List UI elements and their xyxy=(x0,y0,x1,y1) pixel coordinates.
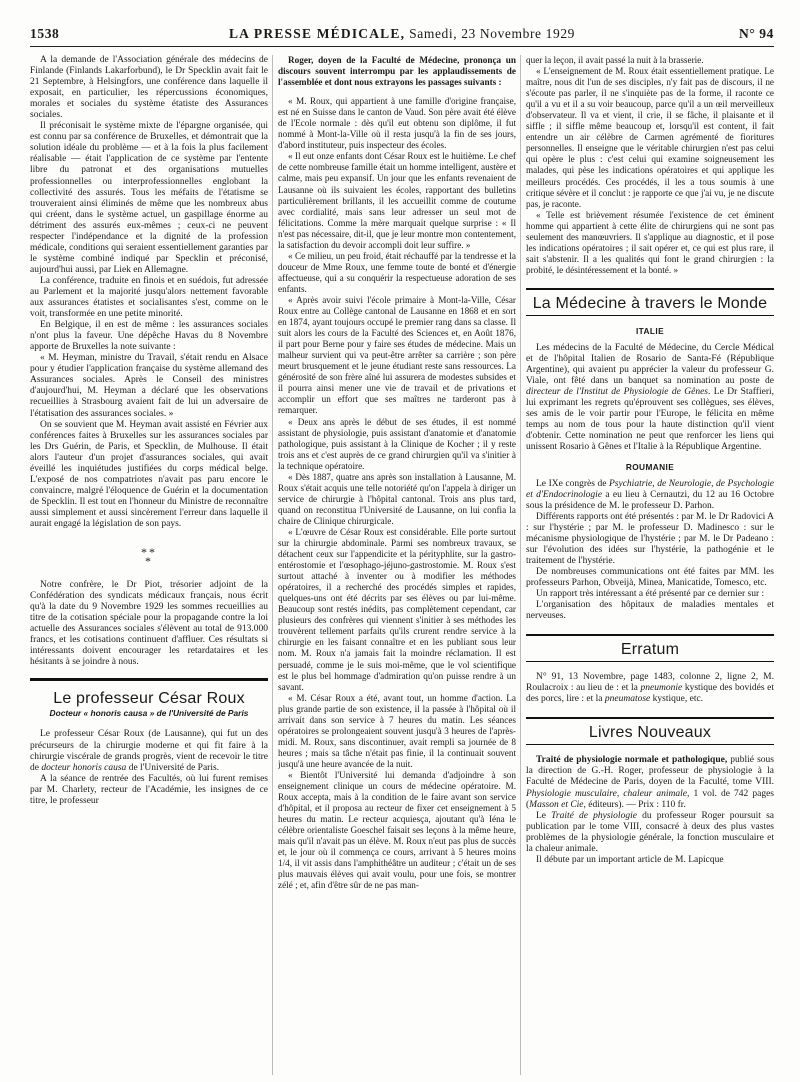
bold-run: Traité de physiologie normale et pathologique, xyxy=(536,755,728,766)
text-run: kystique des bovidés et des porcs, lire : et la xyxy=(526,683,774,705)
text-run: . Le Dr Staffieri, lui exprimant les regrets qu'éprouvent ses collègues, ses élèves, ses amis de le voir partir pour l'Europe, le félicita en même temps au nom de tous pour la haute distinction qu'il vient d'obtenir. Cette nomination ne peut que renforcer les liens qui unissent Rosario à Gênes et l'Italie à la République Argentine. xyxy=(526,387,774,453)
quote-paragraph: « L'œuvre de César Roux est considérable. Elle porte surtout sur la chirurgie abdominale. Parmi ses nombreux travaux, se détachent ceux sur l'appendicite et la pérityphlite, sur la gastro-entérostomie et l'œsophago-jéjuno-gastrostomie. M. Roux s'est surtout attaché à inventer ou à modifier les méthodes opératoires, il a recherché des procédés simples et rapides, quelques-uns ont été décrits par ses élèves ou par lui-même. Beaucoup sont restés inédits, pas complètement cependant, car plusieurs des confrères qui viennent s'initier à ses méthodes les trouvèrent tellement parfaits qu'ils crurent rendre service à la chirurgie en les faisant connaître et en les publiant sous leur nom. M. Roux n'a jamais fait la moindre réclamation. Il est persuadé, comme je le suis moi-même, que le vol scientifique est le plus bel hommage d'admiration qu'on puisse rendre à un savant. xyxy=(278,526,516,692)
paragraph xyxy=(526,672,774,705)
quote-paragraph: « Deux ans après le début de ses études, il est nommé assistant de physiologie, puis assistant d'anatomie et d'anatomie pathologique, puis assistant à la Clinique de Kocher ; il y reste trois ans et c'est auprès de ce grand chirurgien qu'il va s'initier à la technique opératoire. xyxy=(278,416,516,471)
masthead xyxy=(30,26,774,42)
text-run: kystique, etc. xyxy=(650,694,704,705)
section-rule xyxy=(526,288,774,290)
paragraph: En Belgique, il en est de même : les assurances sociales n'ont plus la faveur. Une dépêche Havas du 8 Novembre apporte de Bruxelles la note suivante : xyxy=(30,320,268,353)
page-header xyxy=(30,26,774,44)
italic-run: Traité de physiologie xyxy=(551,810,637,821)
paragraph xyxy=(30,729,268,773)
quote-paragraph: « Dès 1887, quatre ans après son installation à Lausanne, M. Roux s'était acquis une telle notoriété qu'on l'appela à diriger un service de chirurgie à l'hôpital cantonal. Trois ans plus tard, quand on reconstitua l'Université de Lausanne, on lui confia la chaire de Clinique chirurgicale. xyxy=(278,471,516,526)
column-1 xyxy=(30,55,268,1077)
quote-paragraph: « M. Heyman, ministre du Travail, s'était rendu en Alsace pour y étudier l'application française du système allemand des Assurances sociales. Après le Conseil des ministres d'aujourd'hui, M. Heyman a déclaré que les observations recueillies à Strasbourg avaient fait de lui un adversaire de l'étatisation des assurances sociales. » xyxy=(30,353,268,419)
section-rule xyxy=(526,717,774,719)
text-run: a eu lieu à Cernautzi, du 12 au 16 Octobre sous la présidence de M. le professeur D. Parhon. xyxy=(526,489,774,511)
text-run: Le xyxy=(536,810,552,821)
quote-paragraph: « Après avoir suivi l'école primaire à Mont-la-Ville, César Roux entre au Collège cantonal de Lausanne en 1868 et en sort en 1874, ayant toujours occupé le premier rang dans sa classe. Il suit alors les cours de la Faculté des Sciences et, en Août 1876, il part pour Berne pour y faire ses études de médecine. Mais un malheur survient qui va peut-être arrêter sa carrière ; son père meurt brusquement et le jeune étudiant reste sans ressources. La générosité de son frère aîné lui assurera de modestes subsides et il pourra ainsi mener une vie de travail et de privations et accomplir un effort que ses maîtres ne tarderont pas à remarquer. xyxy=(278,294,516,416)
quote-paragraph: « Telle est brièvement résumée l'existence de cet éminent homme qui appartient à cette élite de chirurgiens qui ne sont pas seulement des manœuvriers. Il s'applique au diagnostic, et il pose les indications opératoires ; il sait opérer et, ce qui est plus rare, il sait s'abstenir. Il a les qualités qui font le grand chirurgien : la probité, le désintéressement et la bonté. » xyxy=(526,209,774,275)
quote-paragraph: « Il eut onze enfants dont César Roux est le huitième. Le chef de cette nombreuse famille était un homme intelligent, austère et calme, mais peu expansif. Un jour que les enfants revenaient de Lausanne où ils suivaient les écoles, rapportant des bulletins particulièrement brillants, il les accueillit comme de coutume avec cordialité, mais sans leur adresser un seul mot de félicitations. Comme la mère marquait quelque surprise : « Il n'est pas nécessaire, dit-il, que je leur montre mon contentement, la satisfaction du devoir accompli doit leur suffire. » xyxy=(278,151,516,250)
paragraph: On se souvient que M. Heyman avait assisté en Février aux conférences faites à Bruxelles sur les assurances sociales par les Drs Guérin, de Paris, et Specklin, de Mulhouse. Il était alors l'auteur d'un projet d'assurances sociales, qui avait éveillé les inquiétudes justifiées du corps médical belge. L'exposé de nos compatriotes n'avait pas paru encore le convaincre, malgré l'éloquence de Guérin et la documentation de Specklin. Il est tout en l'honneur du Ministre de reconnaître aussi simplement et aussi sincèrement l'erreur dans laquelle il aurait engagé la législation de son pays. xyxy=(30,419,268,529)
section-rule xyxy=(526,634,774,636)
quote-paragraph: « Ce milieu, un peu froid, était réchauffé par la tendresse et la douceur de Mme Roux, une femme toute de bonté et d'énergie affectueuse, qui a su conquérir la respectueuse adoration de ses enfants. xyxy=(278,250,516,294)
page-number: 1538 xyxy=(30,26,60,41)
paragraph xyxy=(526,755,774,810)
paragraph: De nombreuses communications ont été faites par MM. les professeurs Parhon, Obveijà, Minea, Manicatide, Tomesco, etc. xyxy=(526,566,774,588)
quote-paragraph: « M. César Roux a été, avant tout, un homme d'action. La plus grande partie de son existence, il la passée à l'hôpital où il arrivait dans son service à 7 heures du matin. Les séances opératoires se prolongeaient souvent jusqu'à 3 heures de l'après-midi. M. Roux, sans discontinuer, avait rempli sa journée de 8 heures ; mais sa tâche n'était pas finie, il la continuait souvent jusqu'à une heure avancée de la nuit. xyxy=(278,692,516,769)
section-stars: ** * xyxy=(141,545,157,569)
paragraph: Il préconisait le système mixte de l'épargne organisée, qui est connu par sa conférence de Bruxelles, et démontrait que la solution idéale du problème — et à la fois la plus facilement réalisable — était l'application de ce système par l'entente libre du patronat et des organisations mutuelles professionnelles ou interprofessionnelles englobant la collectivité des assurés. Tous les méfaits de l'étatisme se trouveraient ainsi éliminés de même que les nombreux abus qui créent, dans le système actuel, un gaspillage énorme au détriment des assurés eux-mêmes ; ceux-ci ne peuvent respecter l'indépendance et la dignité de la profession médicale, conditions qui seraient essentiellement garanties par le système combiné indiqué par Specklin et préconisé, aujourd'hui aussi, par Liek en Allemagne. xyxy=(30,121,268,275)
italic-run: Physiologie musculaire, chaleur animale xyxy=(526,788,688,799)
italic-run: pneumonie xyxy=(640,683,683,694)
paragraph xyxy=(526,479,774,512)
quote-paragraph: quer la leçon, il avait passé la nuit à la brasserie. xyxy=(526,55,704,65)
text-run: Le IXe congrès de xyxy=(536,478,609,489)
quote-paragraph: « M. Roux, qui appartient à une famille d'origine française, est né en Suisse dans le canton de Vaud. Son père avait été élève de l'Ecole normale : dès qu'il eut obtenu son diplôme, il fut nommé à Mont-la-Ville où il resta jusqu'à la fin de ses jours, d'abord instituteur, puis inspecteur des écoles. xyxy=(278,96,516,151)
issue-number: N° 94 xyxy=(738,26,774,41)
section-title: Erratum xyxy=(620,641,680,659)
text-run: publié sous la direction de G.-H. Roger, professeur de physiologie à la Faculté de Médecine de Paris, doyen de la Faculté, tome VIII. xyxy=(526,755,774,788)
text-run: , éditeurs). — Prix : 110 fr. xyxy=(583,799,686,810)
text-run: du professeur Roger poursuit sa publication par le tome VIII, consacré à deux des plus vastes problèmes de la physiologie générale, la fonction musculaire et la chaleur animale. xyxy=(526,810,774,854)
italic-run: Masson et Cie xyxy=(529,799,584,810)
section-subtitle: Docteur « honoris causa » de l'Université de Paris xyxy=(49,708,249,719)
masthead-title: LA PRESSE MÉDICALE, xyxy=(228,26,406,41)
quote-paragraph: « Bientôt l'Université lui demanda d'adjoindre à son enseignement clinique un cours de médecine opératoire. M. Roux accepta, mais à la condition de le faire avant son service d'hôpital, et il proposa au recteur de fixer cet enseignement à 5 heures du matin. Le recteur acquiesça, ajoutant qu'à Iéna le célèbre orientaliste Goeschel faisait ses leçons à la même heure, mais qu'il n'avait pas un élève. M. Roux n'eut pas plus de succès et, le jour où il commença ce cours, arrivant à 5 heures moins 1/4, il vit assis dans l'amphithéâtre un auditeur ; c'était un de ses plus mauvais élèves qui avait voulu, pour une fois, se montrer zélé ; et, afin d'être sûr de ne pas man- xyxy=(278,770,516,891)
italic-run: Psychiatrie, de Neurologie, de Psychologie et d'Endocrinologie xyxy=(526,478,774,500)
section-rule xyxy=(526,661,774,662)
column-divider xyxy=(272,55,273,1075)
italic-run: directeur de l'Institut de Physiologie de Gênes xyxy=(526,387,709,398)
paragraph: A la demande de l'Association générale des médecins de Finlande (Finlands Lakarforbund), le Dr Specklin avait fait le 21 Septembre, à Helsingfors, une conférence dans laquelle il exposait, en particulier, les répercussions économiques, morales et sociales du système étatiste des Assurances sociales. xyxy=(30,55,268,121)
column-divider xyxy=(520,55,521,1075)
quote-paragraph: « L'enseignement de M. Roux était essentiellement pratique. Le maître, nous dit l'un de ses disciples, n'y fait pas de discours, il ne s'écoute pas parler, il ne s'inquiète pas de la forme, il raconte ce qu'il a vu et il a su voir beaucoup, parce qu'il a un œil merveilleux d'observateur. Il va et vient, il crie, il se fâche, il plaisante et il siffle ; il siffle même beaucoup et, lorsqu'il est content, il fait entendre un air célèbre de Carmen agrémenté de fioritures personnelles. Il enseigne que le véritable chirurgien n'est pas celui qui opère le plus : c'est celui qui examine soigneusement les malades, qui pèse les indications opératoires et qui applique les meilleurs procédés. Ces procédés, il les a tous soumis à une critique sévère et il conclut : je rapporte ce que j'ai vu, je ne discute pas, je raconte. xyxy=(526,66,774,209)
italic-run: pneumatose xyxy=(604,694,651,705)
text-run: , 1 vol. de 742 pages ( xyxy=(526,788,774,810)
paragraph xyxy=(526,343,774,453)
italic-run: docteur honoris causa xyxy=(41,762,127,773)
section-rule xyxy=(30,678,268,681)
paragraph: L'organisation des hôpitaux de maladies mentales et nerveuses. xyxy=(526,600,774,622)
paragraph: Roger, doyen de la Faculté de Médecine, prononça un discours souvent interrompu par les applaudissements de l'assemblée et dont nous extrayons les passages suivants : xyxy=(278,55,516,88)
issue-date: Samedi, 23 Novembre 1929 xyxy=(409,26,576,41)
section-rule xyxy=(526,315,774,316)
paragraph: Différents rapports ont été présentés : par M. le Dr Radovici A : sur l'hystérie ; par M. le professeur D. Madinesco : sur le mécanisme physiologique de l'hystérie ; par M. le Dr Padeano : sur l'évolution des idées sur l'hystérie, la pathogénie et le traitement de l'hystérie. xyxy=(526,511,774,566)
section-title: Le professeur César Roux xyxy=(53,690,245,708)
paragraph: A la séance de rentrée des Facultés, où lui furent remises par M. Charlety, recteur de l'Académie, les insignes de ce titre, le professeur xyxy=(30,773,268,806)
paragraph xyxy=(526,811,774,855)
country-heading-italie: ITALIE xyxy=(635,325,665,336)
section-rule xyxy=(526,744,774,745)
paragraph: Notre confrère, le Dr Piot, trésorier adjoint de la Confédération des syndicats médicaux français, nous écrit qu'à la date du 9 Novembre 1929 les sommes recueillies au titre de la cotisation spéciale pour la propagande contre la loi actuelle des Assurances sociales s'élèvent au total de 913.000 francs, et les cotisations continuent d'affluer. Ces résultats si intéressants doivent encourager les retardataires et les hésitants à se joindre à nous. xyxy=(30,580,268,668)
text-run: Les médecins de la Faculté de Médecine, du Cercle Médical et de l'hôpital Italien de Rosario de Santa-Fé (République Argentine), qui avaient pu apprécier la valeur du professeur G. Viale, ont fêté dans un banquet sa nomination au poste de xyxy=(526,343,774,387)
paragraph: La conférence, traduite en finois et en suédois, fut adressée au Parlement et la majorité jusqu'alors nettement favorable aux assurances étatistes et socialisantes s'est, comme on le voit, transformée en une petite minorité. xyxy=(30,275,268,320)
text-run: de l'Université de Paris. xyxy=(126,762,220,773)
paragraph: Un rapport très intéressant a été présenté par ce dernier sur : xyxy=(536,589,765,600)
paragraph: Il débute par un important article de M. Lapicque xyxy=(536,854,724,865)
country-heading-roumanie: ROUMANIE xyxy=(625,461,675,472)
header-rule xyxy=(30,46,774,47)
text-run: Le professeur César Roux (de Lausanne), qui fut un des précurseurs de la chirurgie moderne et qui fit faire à la chirurgie viscérale de grands progrès, vient de recevoir le titre de xyxy=(30,729,268,773)
column-2 xyxy=(278,55,516,1077)
section-title: Livres Nouveaux xyxy=(588,724,712,742)
column-3 xyxy=(526,55,774,1077)
section-title: La Médecine à travers le Monde xyxy=(532,294,768,312)
text-run: N° 91, 13 Novembre, page 1483, colonne 2, ligne 2, M. Roulacroix : au lieu de : et la xyxy=(526,672,774,694)
